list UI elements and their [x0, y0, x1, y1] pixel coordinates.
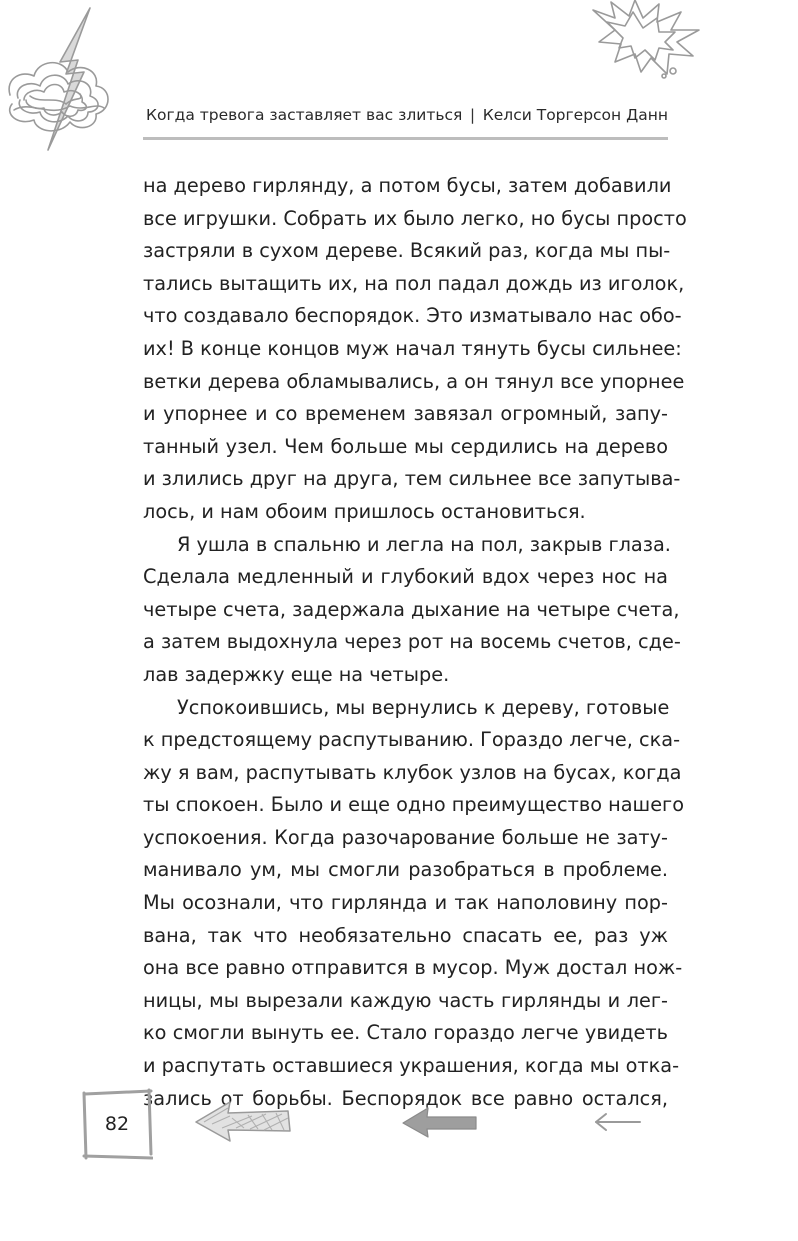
running-header: [146, 103, 668, 127]
text-line: ветки дерева обламывались, а он тянул все упорнее: [143, 369, 685, 393]
author-name: Келси Торгерсон Данн: [482, 106, 668, 124]
text-line: вана, так что необязательно спасать ее, раз уж: [143, 923, 668, 947]
text-line: ты спокоен. Было и еще одно преимущество нашего: [143, 793, 684, 817]
book-title: Когда тревога заставляет вас злиться: [146, 106, 463, 124]
arrow-left-medium-icon: [400, 1104, 478, 1140]
text-line: зались от борьбы. Беспорядок все равно остался,: [143, 1086, 668, 1110]
header-rule: [143, 137, 668, 140]
header-separator: |: [469, 106, 476, 124]
text-line: лав задержку еще на четыре.: [143, 662, 450, 686]
lightning-scribble-cloud-icon: [0, 0, 150, 160]
text-line: что создавало беспорядок. Это изматывало нас обо-: [143, 304, 682, 328]
text-line: Сделала медленный и глубокий вдох через нос на: [143, 565, 668, 589]
arrow-left-large-icon: [192, 1098, 292, 1144]
text-line: их! В конце концов муж начал тянуть бусы сильнее:: [143, 336, 682, 360]
arrow-left-small-icon: [592, 1110, 642, 1134]
text-line: к предстоящему распутыванию. Гораздо легче, ска-: [143, 728, 681, 752]
text-line: на дерево гирлянду, а потом бусы, затем добавили: [143, 174, 672, 197]
text-line: четыре счета, задержала дыхание на четыре счета,: [143, 597, 680, 621]
text-line: ницы, мы вырезали каждую часть гирлянды и лег-: [143, 988, 668, 1012]
text-line: успокоения. Когда разочарование больше не зату-: [143, 825, 668, 849]
text-line: лось, и нам обоим пришлось остановиться.: [143, 499, 586, 523]
body-text: [143, 170, 687, 1115]
text-line: она все равно отправится в мусор. Муж достал нож-: [143, 956, 683, 980]
text-line: и злились друг на друга, тем сильнее все запутыва-: [143, 467, 681, 491]
text-line: жу я вам, распутывать клубок узлов на бусах, когда: [143, 760, 682, 784]
text-line: и упорнее и со временем завязал огромный, запу-: [143, 402, 668, 426]
text-line: ко смогли вынуть ее. Стало гораздо легче увидеть: [143, 1021, 668, 1045]
text-line: тались вытащить их, на пол падал дождь из иголок,: [143, 271, 685, 295]
text-line: а затем выдохнула через рот на восемь счетов, сде-: [143, 630, 681, 654]
text-line: Успокоившись, мы вернулись к дереву, готовые: [177, 695, 670, 719]
text-line: все игрушки. Собрать их было легко, но бусы просто: [143, 206, 687, 230]
page-number-box: [81, 1088, 153, 1160]
page-number: 82: [104, 1113, 130, 1135]
text-line: застряли в сухом дереве. Всякий раз, когда мы пы-: [143, 239, 671, 263]
text-line: манивало ум, мы смогли разобраться в проблеме.: [143, 858, 668, 882]
text-line: Мы осознали, что гирлянда и так наполовину пор-: [143, 891, 668, 915]
text-line: Я ушла в спальню и легла на пол, закрыв глаза.: [177, 532, 671, 556]
text-line: танный узел. Чем больше мы сердились на дерево: [143, 434, 668, 458]
burst-icon: [585, 0, 710, 85]
text-line: и распутать оставшиеся украшения, когда мы отка-: [143, 1054, 680, 1078]
